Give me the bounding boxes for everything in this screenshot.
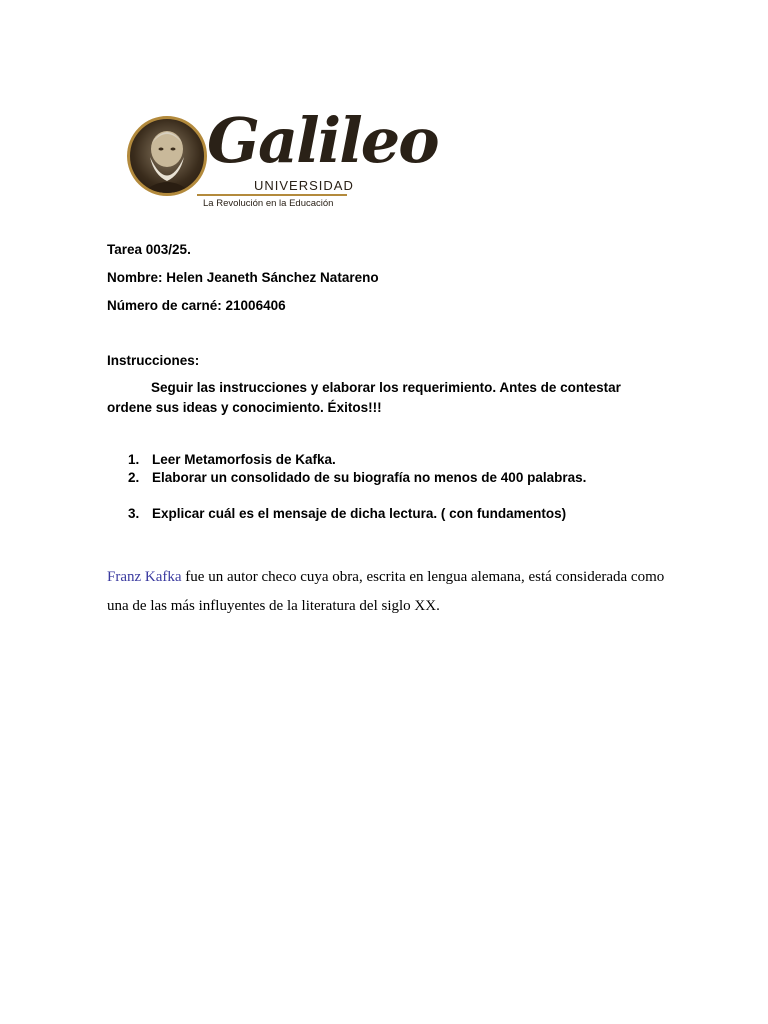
list-item: 2. Elaborar un consolidado de su biografía no menos de 400 palabras. <box>128 470 587 485</box>
answer-paragraph <box>107 563 667 621</box>
student-name: Nombre: Helen Jeaneth Sánchez Natareno <box>107 270 379 285</box>
logo-divider <box>197 194 347 196</box>
task-number: Tarea 003/25. <box>107 242 191 257</box>
instructions-text: Seguir las instrucciones y elaborar los requerimiento. Antes de contestar ordene sus ideas y conocimiento. Éxitos!!! <box>107 380 621 415</box>
list-item: 1. Leer Metamorfosis de Kafka. <box>128 452 336 467</box>
instructions-heading: Instrucciones: <box>107 353 200 368</box>
galileo-portrait-icon <box>127 116 207 196</box>
answer-text: fue un autor checo cuya obra, escrita en lengua alemana, está considerada como una de las más influyentes de la literatura del siglo XX. <box>107 569 665 614</box>
instructions-body <box>107 378 642 418</box>
galileo-logo <box>127 104 438 214</box>
universidad-label: UNIVERSIDAD <box>254 178 354 193</box>
list-item: 3. Explicar cuál es el mensaje de dicha lectura. ( con fundamentos) <box>128 506 567 521</box>
logo-slogan: La Revolución en la Educación <box>203 198 334 209</box>
author-name-link[interactable]: Franz Kafka <box>107 569 182 585</box>
student-id: Número de carné: 21006406 <box>107 298 286 313</box>
galileo-wordmark: Galileo <box>207 104 438 177</box>
